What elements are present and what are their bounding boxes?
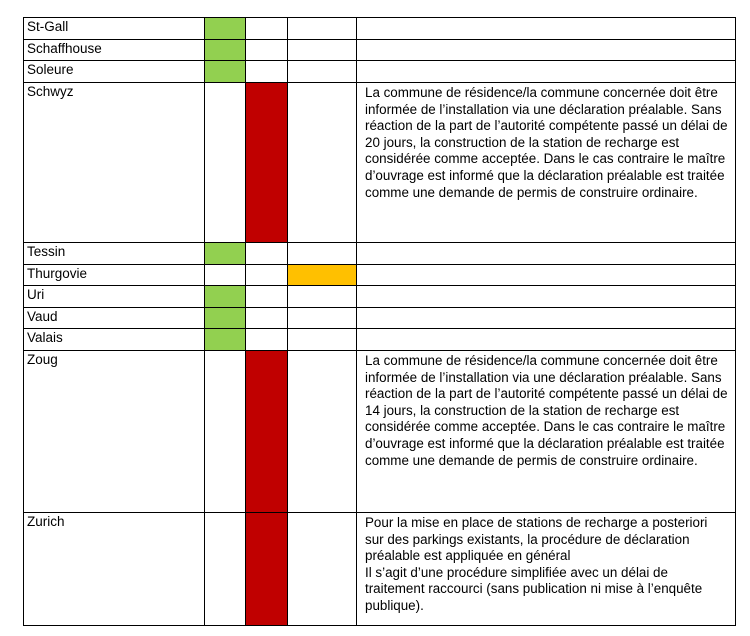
note-cell: Pour la mise en place de stations de recharge a posteriori sur des parkings existants, la procédure de déclaration préalable est appliquée en général Il s’agit d’une procédure simplifiée avec un délai de traitement raccourci (sans publication ni mise à l’enquête publique). [357,513,736,626]
canton-table [23,17,736,626]
table-row [24,286,736,308]
note-cell [357,308,736,329]
status-cell [246,308,288,329]
status-cell [288,40,357,61]
canton-name: Schaffhouse [24,40,205,61]
status-cell [205,513,246,626]
status-green-cell [205,40,246,61]
note-cell [357,18,736,40]
table-row [24,265,736,286]
status-cell [288,61,357,83]
canton-name: Zurich [24,513,205,626]
status-cell [205,265,246,286]
note-cell [357,329,736,351]
table-row [24,243,736,265]
status-cell [288,243,357,265]
status-red-cell [246,351,288,513]
status-cell [288,18,357,40]
status-cell [246,329,288,351]
table-row [24,329,736,351]
table-row [24,18,736,40]
status-red-cell [246,513,288,626]
status-green-cell [205,329,246,351]
status-green-cell [205,286,246,308]
table-row [24,351,736,513]
status-cell [205,351,246,513]
status-green-cell [205,61,246,83]
status-green-cell [205,18,246,40]
note-cell: La commune de résidence/la commune concernée doit être informée de l’installation via une déclaration préalable. Sans réaction de la part de l’autorité compétente passé un délai de 14 jours, la construction de la station de recharge est considérée comme acceptée. Dans le cas contraire le maître d’ouvrage est informé que la déclaration préalable est traitée comme une demande de permis de construire ordinaire. [357,351,736,513]
canton-name: Valais [24,329,205,351]
status-cell [288,513,357,626]
note-cell [357,40,736,61]
note-cell [357,243,736,265]
table-row [24,513,736,626]
status-cell [246,286,288,308]
status-cell [246,18,288,40]
status-cell [246,265,288,286]
table-row [24,308,736,329]
canton-name: Tessin [24,243,205,265]
canton-name: Uri [24,286,205,308]
table-row [24,83,736,243]
canton-name: Zoug [24,351,205,513]
status-cell [288,351,357,513]
note-cell [357,286,736,308]
status-cell [246,61,288,83]
canton-name: Soleure [24,61,205,83]
status-orange-cell [288,265,357,286]
status-cell [288,329,357,351]
canton-name: Schwyz [24,83,205,243]
canton-name: St-Gall [24,18,205,40]
status-cell [288,308,357,329]
status-cell [246,40,288,61]
status-green-cell [205,243,246,265]
status-cell [246,243,288,265]
canton-table-body [24,18,736,626]
canton-name: Vaud [24,308,205,329]
note-cell [357,61,736,83]
canton-name: Thurgovie [24,265,205,286]
note-cell [357,265,736,286]
status-red-cell [246,83,288,243]
note-cell: La commune de résidence/la commune concernée doit être informée de l’installation via une déclaration préalable. Sans réaction de la part de l’autorité compétente passé un délai de 20 jours, la construction de la station de recharge est considérée comme acceptée. Dans le cas contraire le maître d’ouvrage est informé que la déclaration préalable est traitée comme une demande de permis de construire ordinaire. [357,83,736,243]
table-row [24,61,736,83]
table-row [24,40,736,61]
status-cell [205,83,246,243]
status-cell [288,286,357,308]
status-cell [288,83,357,243]
status-green-cell [205,308,246,329]
